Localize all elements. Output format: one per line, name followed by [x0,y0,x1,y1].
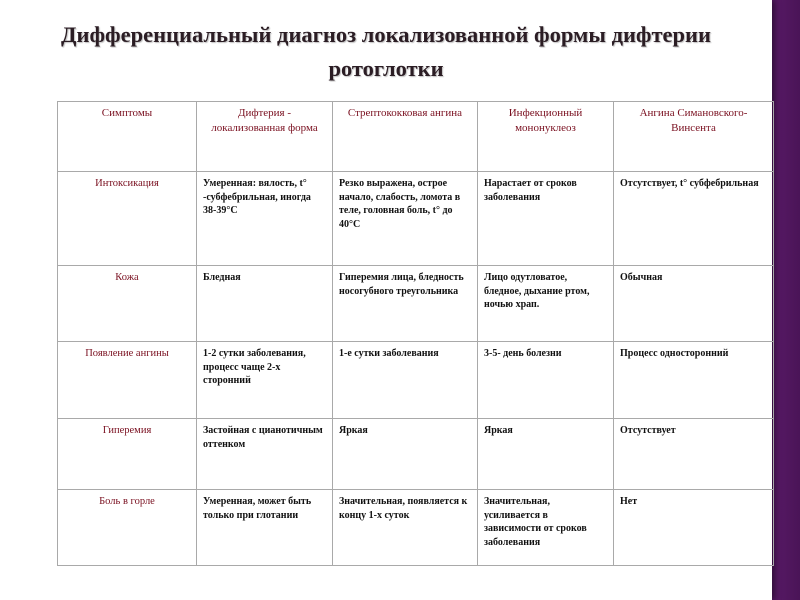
table-cell: Отсутствует [614,419,774,490]
table-cell: 1-е сутки заболевания [333,342,478,419]
differential-diagnosis-table [57,101,774,566]
table-cell: Нет [614,490,774,566]
table-cell: 3-5- день болезни [478,342,614,419]
column-header-diphtheria: Дифтерия - локализованная форма [197,102,333,172]
table-cell: Отсутствует, t° субфебрильная [614,172,774,266]
table-header-row [58,102,774,172]
row-header-intoxication: Интоксикация [58,172,197,266]
table-row [58,342,774,419]
table-cell: Умеренная, может быть только при глотании [197,490,333,566]
table-row [58,266,774,342]
page-title-line-1: Дифференциальный диагноз локализованной формы дифтерии [61,22,711,47]
table-cell: Застойная с цианотичным оттенком [197,419,333,490]
table-cell: Нарастает от сроков заболевания [478,172,614,266]
row-header-hyperemia: Гиперемия [58,419,197,490]
table-cell: Лицо одутловатое, бледное, дыхание ртом, ночью храп. [478,266,614,342]
table-cell: 1-2 сутки заболевания, процесс чаще 2-х сторонний [197,342,333,419]
row-header-sore-throat: Боль в горле [58,490,197,566]
table-cell: Яркая [478,419,614,490]
table-row [58,419,774,490]
table-cell: Процесс односторонний [614,342,774,419]
column-header-strep-angina: Стрептококковая ангина [333,102,478,172]
table-row [58,172,774,266]
page-title [0,18,772,86]
table-cell: Яркая [333,419,478,490]
column-header-symptoms: Симптомы [58,102,197,172]
table-cell: Значительная, усиливается в зависимости от сроков заболевания [478,490,614,566]
table-row [58,490,774,566]
table-cell: Умеренная: вялость, t° -субфебрильная, иногда 38-39°С [197,172,333,266]
row-header-skin: Кожа [58,266,197,342]
page-title-line-2: ротоглотки [328,56,444,81]
row-header-angina-onset: Появление ангины [58,342,197,419]
table-cell: Резко выражена, острое начало, слабость, ломота в теле, головная боль, t° до 40°С [333,172,478,266]
table-cell: Значительная, появляется к концу 1-х суток [333,490,478,566]
table-cell: Обычная [614,266,774,342]
table-cell: Бледная [197,266,333,342]
column-header-vincent-angina: Ангина Симановского-Винсента [614,102,774,172]
column-header-mononucleosis: Инфекционный мононуклеоз [478,102,614,172]
table-cell: Гиперемия лица, бледность носогубного треугольника [333,266,478,342]
